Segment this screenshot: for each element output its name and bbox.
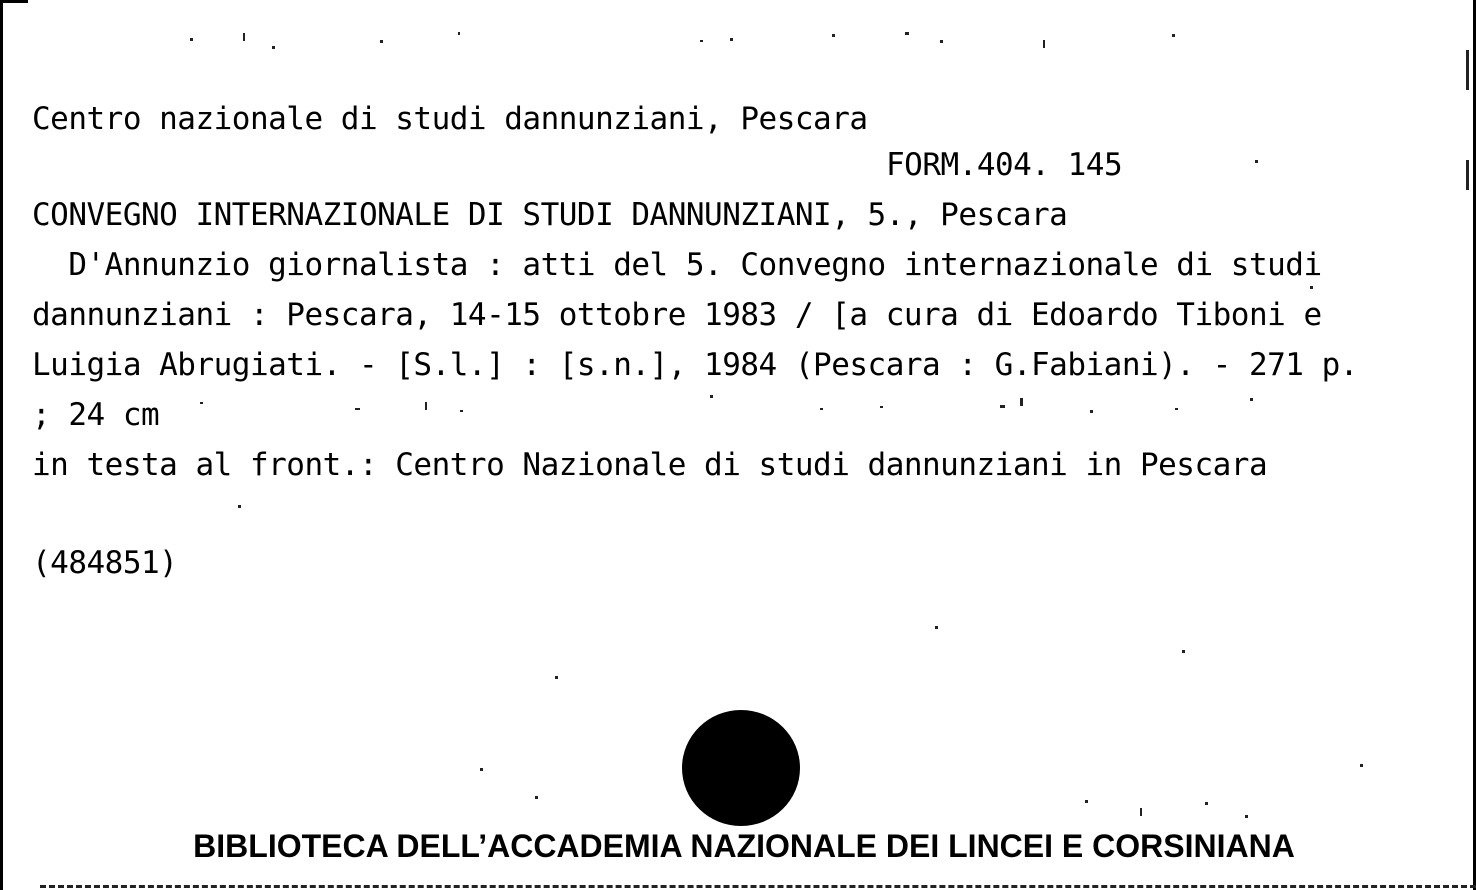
library-name: BIBLIOTECA DELL’ACCADEMIA NAZIONALE DEI LINCEI E CORSINIANA xyxy=(193,828,1295,864)
inventory-number: (484851) xyxy=(32,545,178,581)
punch-hole xyxy=(682,710,800,826)
card-bottom-edge xyxy=(40,885,1476,888)
card-left-edge xyxy=(0,0,3,890)
card-top-edge xyxy=(0,0,28,3)
note-line: in testa al front.: Centro Nazionale di studi dannunziani in Pescara xyxy=(32,447,1268,483)
main-heading: CONVEGNO INTERNAZIONALE DI STUDI DANNUNZIANI, 5., Pescara xyxy=(32,197,1068,233)
description-line: Luigia Abrugiati. - [S.l.] : [s.n.], 1984 (Pescara : G.Fabiani). - 271 p. xyxy=(32,347,1358,383)
shelfmark: FORM.404. 145 xyxy=(886,147,1123,183)
description-line: D'Annunzio giornalista : atti del 5. Convegno internazionale di studi xyxy=(32,247,1322,283)
institution-line: Centro nazionale di studi dannunziani, Pescara xyxy=(32,101,868,137)
description-line: ; 24 cm xyxy=(32,397,160,433)
description-line: dannunziani : Pescara, 14-15 ottobre 1983 / [a cura di Edoardo Tiboni e xyxy=(32,297,1322,333)
